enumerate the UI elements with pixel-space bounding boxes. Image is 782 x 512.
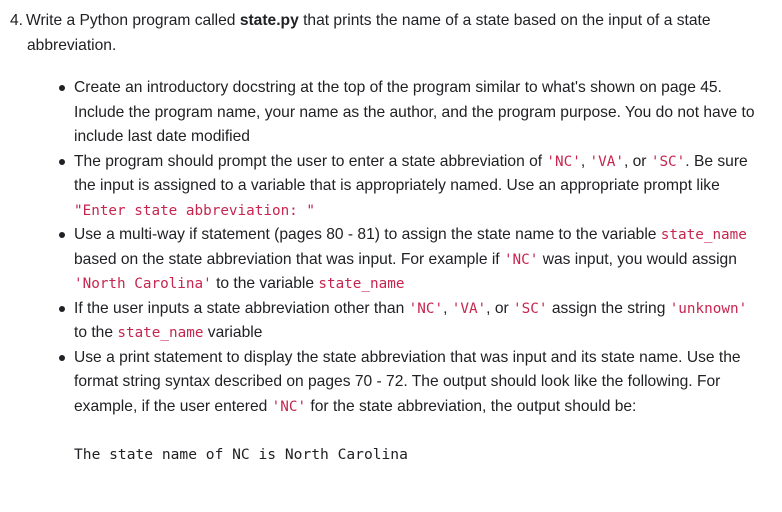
requirement-print [10,346,770,420]
requirement-prompt [10,150,770,224]
requirement-docstring [10,76,770,150]
requirement-text: Use a multi-way if statement (pages 80 - 81) to assign the state name to the variable [74,226,661,243]
bullet-icon [59,159,65,165]
bullet-icon [59,306,65,312]
question-number: 4. [10,12,24,29]
requirement-text: assign the string [547,299,670,317]
question-heading [10,9,770,34]
inline-code: 'NC' [503,251,539,268]
inline-code: 'NC' [546,153,581,170]
inline-code: 'NC' [408,300,444,317]
requirement-text: , or [623,152,651,170]
requirement-text: If the user inputs a state abbreviation other than [74,299,409,317]
inline-code: state_name [117,325,204,341]
bullet-icon [59,85,65,91]
requirement-text: , or [486,299,514,317]
requirement-text: The program should prompt the user to enter a state abbreviation of [74,152,547,170]
question-intro-before: Write a Python program called [26,12,240,29]
requirements-list [10,76,770,419]
requirement-unknown [10,297,770,346]
inline-code: 'North Carolina' [74,276,212,292]
requirement-text: . Be sure the input is assigned to a variable that is appropriately named. Use an appropriate prompt like [74,152,748,194]
bullet-icon [59,232,65,238]
requirement-text: based on the state abbreviation that was input. For example if [74,250,504,268]
inline-code: 'SC' [513,300,548,317]
requirement-text: variable [203,324,263,341]
requirement-text: , [580,152,590,170]
requirement-text: to the variable [211,275,319,292]
inline-code: 'unknown' [669,300,748,317]
inline-code: state_name [318,276,405,292]
bullet-icon [59,355,65,361]
requirement-text: for the state abbreviation, the output should be: [306,397,637,415]
inline-code: 'VA' [451,300,487,317]
inline-code: "Enter state abbreviation: " [74,202,316,219]
requirement-text: Use a print statement to display the state abbreviation that was input and its state name. Use the format string syntax described on pages 70 - 72. The output should look like the following. For example, if the user entered [74,348,741,415]
requirement-text: Create an introductory docstring at the top of the program similar to what's shown on page 45. Include the program name, your name as the author, and the program purpose. You do not have to include last date modified [74,79,755,145]
question-heading-continued: abbreviation. [27,36,117,54]
inline-code: 'NC' [271,398,307,415]
assignment-question [10,9,770,467]
requirement-text: was input, you would assign [538,250,737,268]
program-filename: state.py [239,12,299,29]
example-output: The state name of NC is North Carolina [74,446,408,463]
requirement-text: to the [74,324,118,341]
inline-code: state_name [660,227,747,243]
inline-code: 'SC' [650,153,686,170]
question-intro-after: that prints the name of a state based on the input of a state [298,12,711,29]
inline-code: 'VA' [589,153,624,170]
requirement-multiway-if [10,223,770,297]
requirement-text: , [443,299,452,317]
